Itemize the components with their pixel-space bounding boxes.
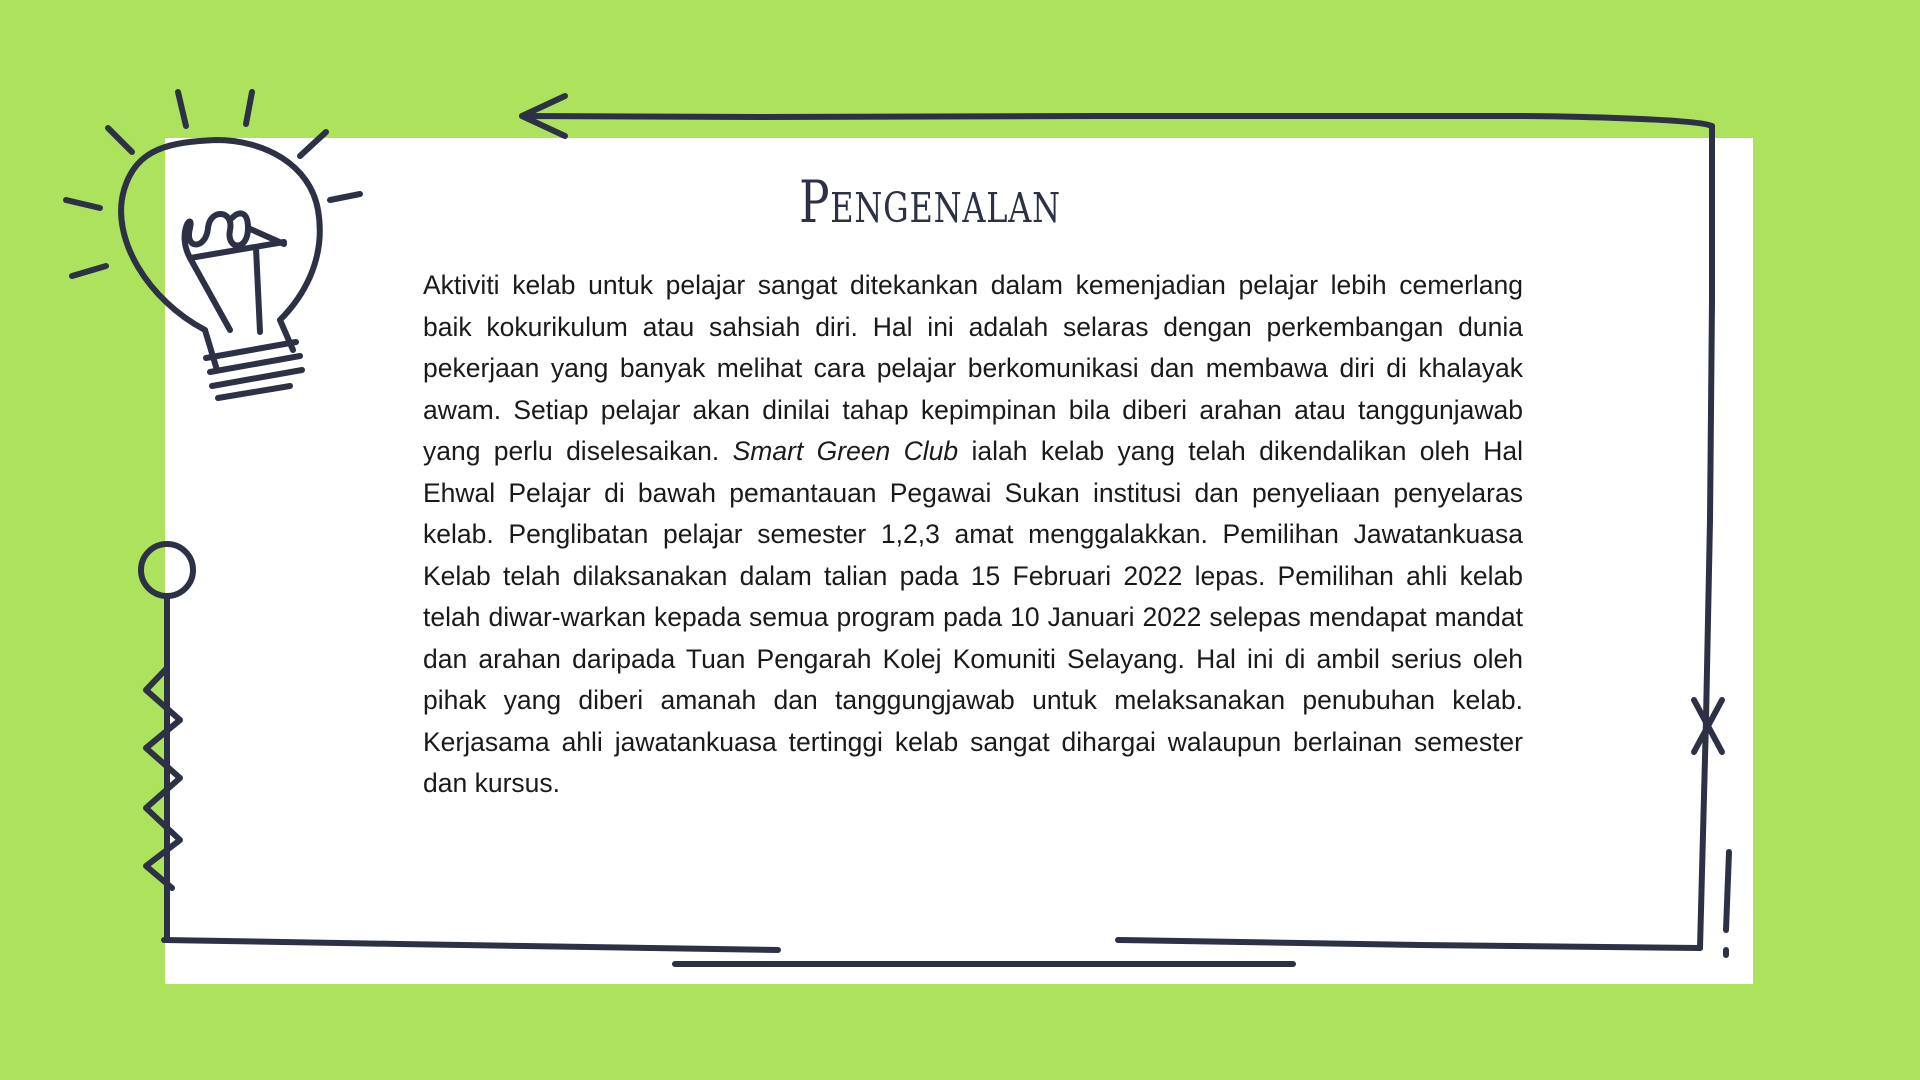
frame-bottom-line	[164, 940, 778, 950]
frame-bottom-line	[1118, 940, 1700, 948]
exclamation-line	[1726, 852, 1729, 930]
paragraph-text: Aktiviti kelab untuk pelajar sangat ditekankan dalam kemenjadian pelajar lebih cemerlang baik kokurikulum atau sahsiah diri. Hal ini adalah selaras dengan perkembangan dunia pekerjaan yang banyak melihat cara pelajar berkomunikasi dan membawa diri di khalayak awam. Setiap pelajar akan dinilai tahap kepimpinan bila diberi arahan atau tanggunjawab yang perlu diselesaikan.	[423, 270, 1523, 466]
paragraph-text: ialah kelab yang telah dikendalikan oleh Hal Ehwal Pelajar di bawah pemantauan Pegawai Sukan institusi dan penyeliaan penyelaras kelab. Penglibatan pelajar semester 1,2,3 amat menggalakkan. Pemilihan Jawatankuasa Kelab telah dilaksanakan dalam talian pada 15 Februari 2022 lepas. Pemilihan ahli kelab telah diwar-warkan kepada semua program pada 10 Januari 2022 selepas mendapat mandat dan arahan daripada Tuan Pengarah Kolej Komuniti Selayang. Hal ini di ambil serius oleh pihak yang diberi amanah dan tanggungjawab untuk melaksanakan penubuhan kelab. Kerjasama ahli jawatankuasa tertinggi kelab sangat dihargai walaupun berlainan semester dan kursus.	[423, 436, 1523, 798]
arrow-left-icon	[522, 96, 1712, 136]
lightbulb-icon	[66, 92, 360, 398]
ring-icon	[141, 544, 193, 596]
frame-right-line	[1700, 126, 1712, 948]
club-name: Smart Green Club	[732, 436, 959, 466]
intro-paragraph	[423, 265, 1523, 805]
zigzag-line	[146, 668, 180, 888]
page-title: Pengenalan	[799, 168, 1061, 236]
